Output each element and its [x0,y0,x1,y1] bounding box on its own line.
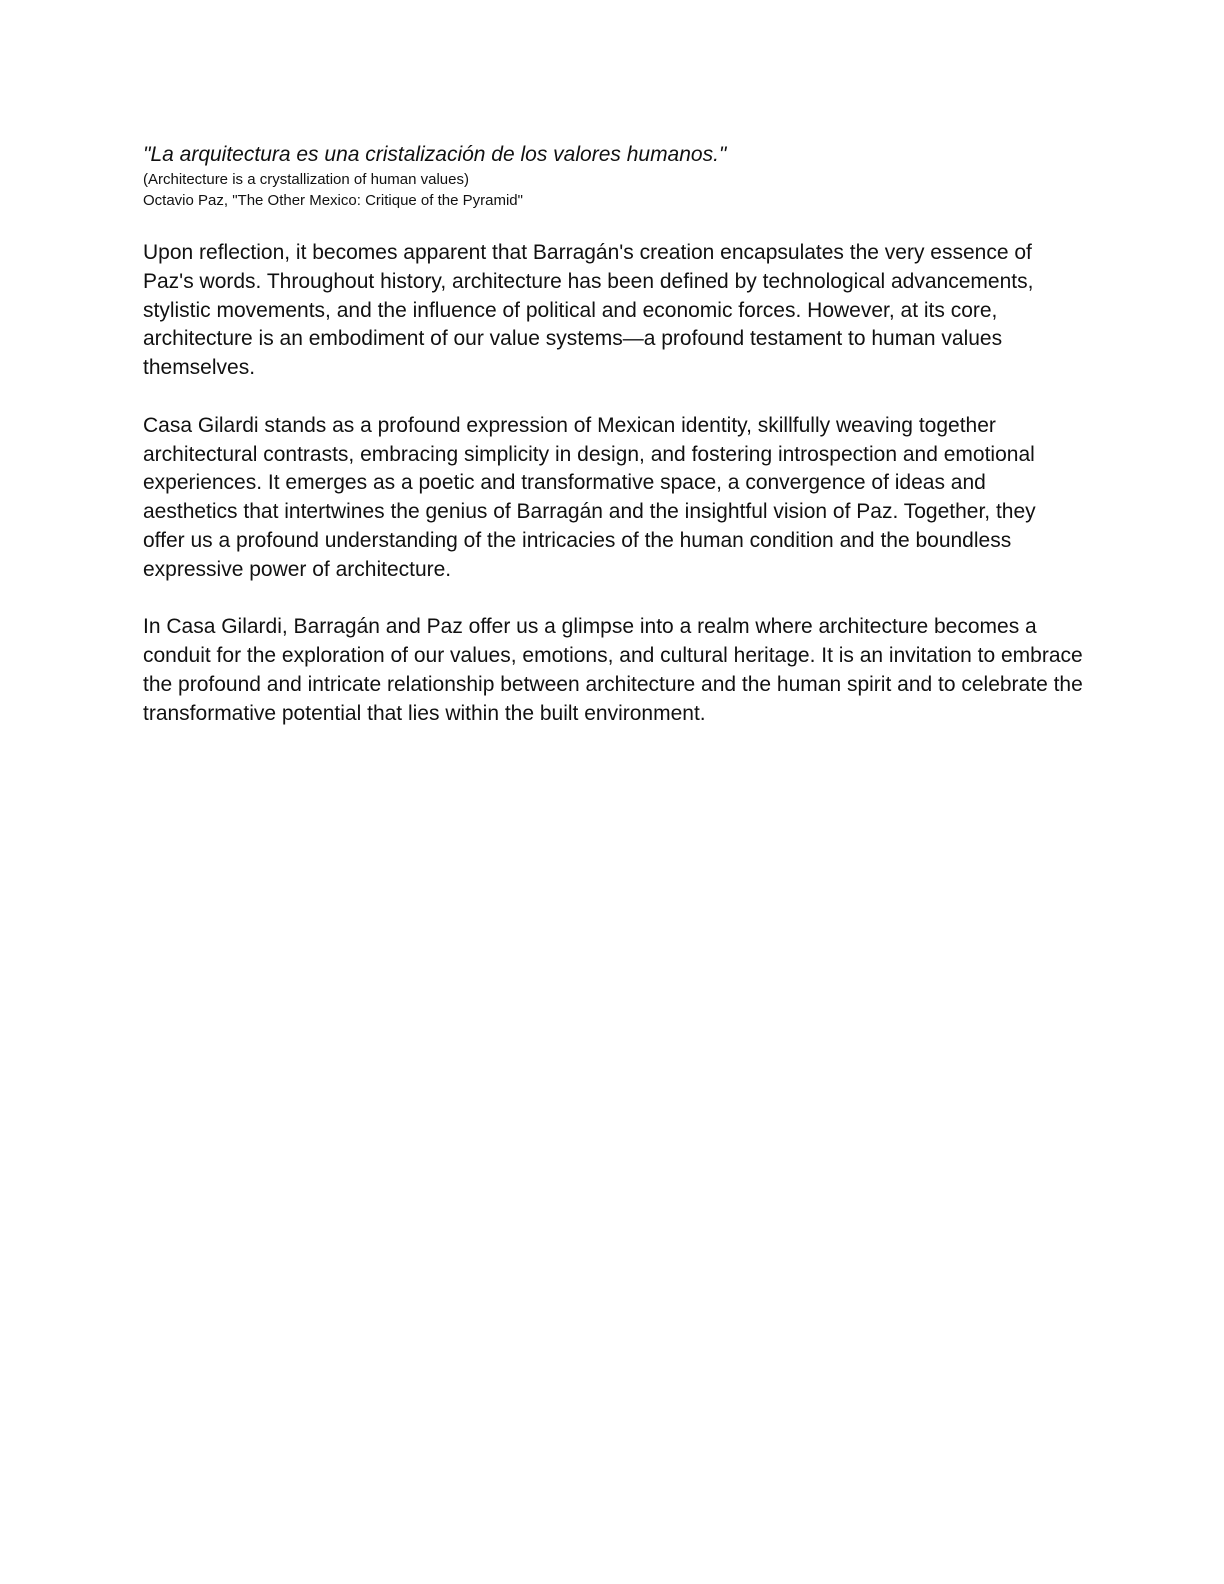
epigraph-attribution: Octavio Paz, "The Other Mexico: Critique of the Pyramid" [143,192,523,209]
document-page [143,141,1083,757]
body-paragraph: Upon reflection, it becomes apparent that Barragán's creation encapsulates the very essence of Paz's words. Throughout history, architecture has been defined by technological advancements, stylistic movements, and the influence of political and economic forces. However, at its core, architecture is an embodiment of our value systems—a profound testament to human values themselves. [143,241,1034,380]
epigraph-translation: (Architecture is a crystallization of human values) [143,171,469,188]
body-paragraph: In Casa Gilardi, Barragán and Paz offer us a glimpse into a realm where architecture becomes a conduit for the exploration of our values, emotions, and cultural heritage. It is an invitation to embrace the profound and intricate relationship between architecture and the human spirit and to celebrate the transformative potential that lies within the built environment. [143,615,1083,725]
epigraph [143,141,1083,211]
body-paragraph: Casa Gilardi stands as a profound expression of Mexican identity, skillfully weaving together architectural contrasts, embracing simplicity in design, and fostering introspection and emotional experiences. It emerges as a poetic and transformative space, a convergence of ideas and aesthetics that intertwines the genius of Barragán and the insightful vision of Paz. Together, they offer us a profound understanding of the intricacies of the human condition and the boundless expressive power of architecture. [143,413,1036,581]
epigraph-quote: "La arquitectura es una cristalización de los valores humanos." [143,143,727,166]
